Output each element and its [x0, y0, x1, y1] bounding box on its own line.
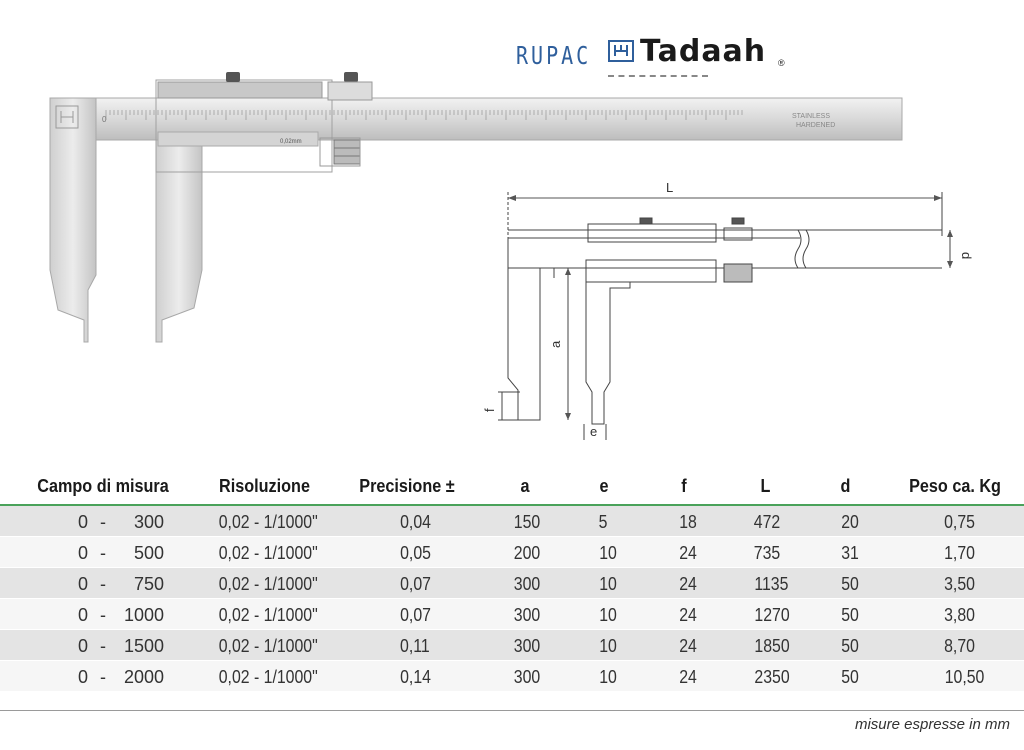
- vernier-resolution-label: 0,02mm: [280, 139, 302, 145]
- cell-range-dash: -: [100, 605, 106, 625]
- dim-label-f: f: [482, 408, 497, 412]
- cell-d: 50: [841, 605, 859, 625]
- cell-f: 18: [679, 512, 697, 532]
- cell-weight: 10,50: [944, 667, 985, 687]
- cell-a: 300: [513, 667, 541, 687]
- cell-range-end: 1500: [123, 636, 164, 656]
- dimension-drawing: [480, 178, 980, 440]
- cell-f: 24: [679, 636, 697, 656]
- cell-range-end: 1000: [123, 605, 164, 625]
- cell-resolution: 0,02 - 1/1000": [218, 667, 318, 687]
- header-resolution: Risoluzione: [219, 476, 310, 496]
- cell-weight: 3,80: [944, 605, 975, 625]
- brand-rupac-text: RUPAC: [516, 40, 592, 70]
- cell-e: 10: [599, 636, 617, 656]
- table-row: [0, 630, 1024, 661]
- cell-range-dash: -: [100, 636, 106, 656]
- cell-e: 5: [598, 512, 608, 532]
- table-row: [0, 568, 1024, 599]
- registered-mark: ®: [778, 58, 785, 68]
- cell-d: 50: [841, 636, 859, 656]
- cell-range-end: 2000: [123, 667, 164, 687]
- table-row: [0, 599, 1024, 630]
- header-range: Campo di misura: [37, 476, 169, 496]
- cell-range-dash: -: [100, 543, 106, 563]
- cell-l: 735: [753, 543, 781, 563]
- scale-zero-label: 0: [102, 115, 107, 124]
- cell-resolution: 0,02 - 1/1000": [218, 512, 318, 532]
- cell-range-end: 750: [133, 574, 164, 594]
- cell-d: 31: [841, 543, 859, 563]
- cell-precision: 0,07: [400, 574, 431, 594]
- header-f: f: [681, 476, 687, 496]
- header-L: L: [760, 476, 771, 496]
- cell-range-dash: -: [100, 512, 106, 532]
- cell-l: 1135: [754, 574, 789, 594]
- cell-f: 24: [679, 543, 697, 563]
- cell-e: 10: [599, 574, 617, 594]
- caliper-sliding-jaw: [156, 140, 202, 342]
- cell-weight: 0,75: [944, 512, 975, 532]
- cell-d: 20: [841, 512, 859, 532]
- brand-tadaah-text: Tadaah: [640, 34, 767, 69]
- cell-resolution: 0,02 - 1/1000": [218, 605, 318, 625]
- cell-e: 10: [599, 543, 617, 563]
- dim-label-L: L: [666, 180, 674, 195]
- cell-l: 1270: [754, 605, 790, 625]
- header-e: e: [599, 476, 609, 496]
- caliper-vernier-plate: [158, 82, 322, 98]
- cell-f: 24: [679, 605, 697, 625]
- cell-weight: 3,50: [944, 574, 975, 594]
- cell-f: 24: [679, 574, 697, 594]
- dim-label-e: e: [590, 424, 598, 439]
- caliper-fixed-jaw: [50, 98, 96, 342]
- cell-precision: 0,04: [400, 512, 431, 532]
- cell-precision: 0,05: [400, 543, 431, 563]
- table-row: [0, 537, 1024, 568]
- cell-weight: 8,70: [944, 636, 975, 656]
- brand-mark-icon: [608, 40, 634, 62]
- cell-l: 472: [753, 512, 781, 532]
- units-footnote: misure espresse in mm: [854, 716, 1010, 733]
- cell-a: 300: [513, 574, 541, 594]
- cell-resolution: 0,02 - 1/1000": [218, 636, 318, 656]
- fine-adjust-wheel-icon: [334, 140, 360, 164]
- cell-a: 300: [513, 605, 541, 625]
- specs-table: [0, 468, 1024, 692]
- clamp-screw-right-icon: [344, 72, 358, 82]
- header-weight: Peso ca. Kg: [909, 476, 1001, 496]
- header-d: d: [840, 476, 851, 496]
- cell-range-start: 0: [78, 605, 89, 625]
- header-precision: Precisione ±: [359, 476, 455, 496]
- cell-range-dash: -: [100, 667, 106, 687]
- table-row: [0, 506, 1024, 537]
- cell-l: 1850: [754, 636, 790, 656]
- cell-e: 10: [599, 605, 617, 625]
- cell-range-start: 0: [78, 512, 89, 532]
- cell-range-start: 0: [78, 667, 89, 687]
- cell-precision: 0,07: [400, 605, 431, 625]
- dim-label-d: d: [959, 252, 974, 260]
- cell-range-start: 0: [78, 574, 89, 594]
- clamp-screw-left-icon: [226, 72, 240, 82]
- table-body: [0, 506, 1024, 692]
- cell-e: 10: [599, 667, 617, 687]
- hardened-label: HARDENED: [796, 122, 836, 129]
- cell-range-dash: -: [100, 574, 106, 594]
- cell-precision: 0,14: [400, 667, 431, 687]
- cell-a: 150: [513, 512, 541, 532]
- cell-resolution: 0,02 - 1/1000": [218, 574, 318, 594]
- cell-precision: 0,11: [400, 636, 430, 656]
- cell-d: 50: [841, 574, 859, 594]
- dim-label-a: a: [548, 340, 563, 348]
- cell-resolution: 0,02 - 1/1000": [218, 543, 318, 563]
- cell-range-start: 0: [78, 636, 89, 656]
- cell-f: 24: [679, 667, 697, 687]
- cell-d: 50: [841, 667, 859, 687]
- cell-weight: 1,70: [944, 543, 975, 563]
- cell-a: 200: [513, 543, 541, 563]
- cell-a: 300: [513, 636, 541, 656]
- cell-range-end: 300: [133, 512, 164, 532]
- cell-range-start: 0: [78, 543, 89, 563]
- stainless-label: STAINLESS: [792, 113, 830, 120]
- table-row: [0, 661, 1024, 692]
- cell-range-end: 500: [133, 543, 164, 563]
- footer-divider: [0, 710, 1024, 711]
- cell-l: 2350: [754, 667, 790, 687]
- table-header: [0, 468, 1024, 506]
- header-a: a: [520, 476, 530, 496]
